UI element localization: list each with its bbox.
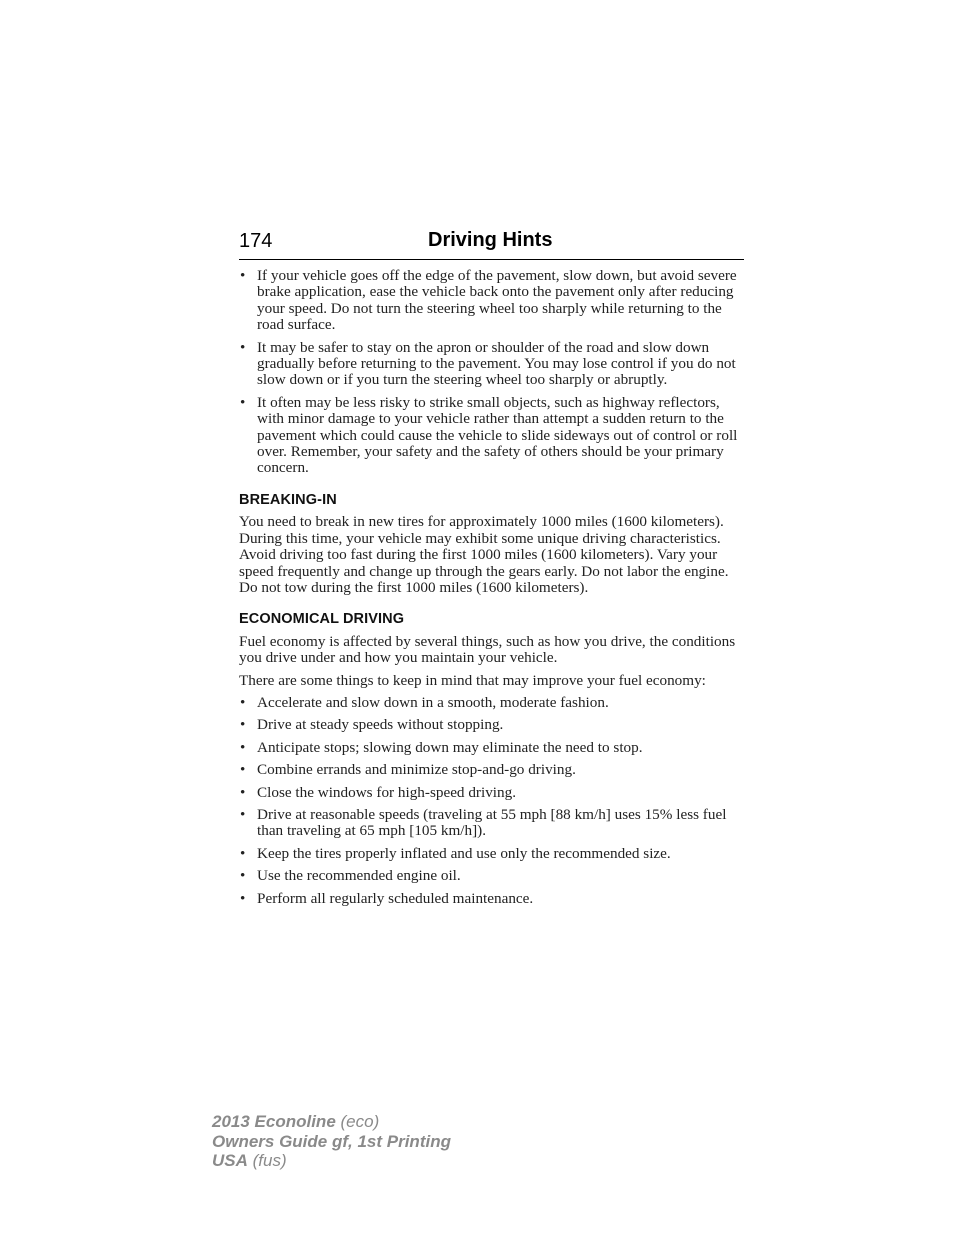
economical-driving-heading: ECONOMICAL DRIVING — [239, 611, 405, 628]
bullet-icon: • — [240, 738, 246, 756]
footer-line-region: USA (fus) — [212, 1151, 287, 1170]
economical-driving-paragraph-2: There are some things to keep in mind that may improve your fuel economy: — [239, 671, 706, 689]
bullet-icon: • — [240, 844, 246, 862]
bullet-icon: • — [240, 338, 246, 356]
list-item: • Perform all regularly scheduled maintenance. — [240, 889, 534, 907]
bullet-icon: • — [240, 783, 246, 801]
list-item: • Drive at steady speeds without stopping. — [240, 716, 504, 734]
breaking-in-paragraph: You need to break in new tires for approximately 1000 miles (1600 kilometers). During this time, your vehicle may exhibit some unique driving characteristics. Avoid driving too fast during the first 1000 miles (1600 kilometers). Vary your speed frequently and change up through the gears early. Do not labor the engine. Do not tow during the first 1000 miles (1600 kilometers). — [239, 513, 729, 596]
bullet-icon: • — [240, 889, 246, 907]
list-item: • Close the windows for high-speed driving. — [240, 783, 516, 801]
list-item: • Anticipate stops; slowing down may eliminate the need to stop. — [240, 738, 643, 756]
bullet-icon: • — [240, 805, 246, 823]
intro-bullet-list — [239, 268, 744, 477]
page-footer — [212, 1112, 451, 1171]
page-title: Driving Hints — [428, 229, 553, 251]
page-number: 174 — [239, 230, 273, 252]
economy-bullet-list — [239, 695, 744, 907]
footer-line-model: 2013 Econoline (eco) — [212, 1112, 380, 1131]
list-item: • Keep the tires properly inflated and use only the recommended size. — [240, 844, 671, 862]
economical-driving-paragraph-1: Fuel economy is affected by several things, such as how you drive, the conditions you drive under and how you maintain your vehicle. — [239, 632, 736, 667]
list-item: • Accelerate and slow down in a smooth, moderate fashion. — [240, 693, 609, 711]
page-header — [239, 228, 744, 260]
bullet-icon: • — [240, 761, 246, 779]
page-content — [239, 268, 744, 913]
bullet-icon: • — [240, 267, 246, 284]
list-item: • It may be safer to stay on the apron or shoulder of the road and slow down gradually before returning to the pavement. You may lose control if you do not slow down or if you turn the steering wheel too sharply or abruptly. — [240, 338, 736, 389]
list-item: • Combine errands and minimize stop-and-go driving. — [240, 761, 576, 779]
list-item: • It often may be less risky to strike small objects, such as highway reflectors, with minor damage to your vehicle rather than attempt a sudden return to the pavement which could cause the vehicle to slide sideways out of control or roll over. Remember, your safety and the safety of others should be your primary concern. — [240, 393, 738, 477]
footer-line-guide: Owners Guide gf, 1st Printing — [212, 1131, 451, 1151]
bullet-icon: • — [240, 693, 246, 711]
breaking-in-heading: BREAKING-IN — [239, 491, 337, 508]
bullet-icon: • — [240, 393, 246, 411]
bullet-icon: • — [240, 867, 246, 885]
list-item: • Use the recommended engine oil. — [240, 867, 461, 885]
list-item: • Drive at reasonable speeds (traveling at 55 mph [88 km/h] uses 15% less fuel than traveling at 65 mph [105 km/h]). — [240, 805, 727, 840]
list-item: • If your vehicle goes off the edge of the pavement, slow down, but avoid severe brake application, ease the vehicle back onto the pavement only after reducing your speed. Do not turn the steering wheel too sharply while returning to the road surface. — [240, 267, 737, 334]
bullet-icon: • — [240, 716, 246, 734]
